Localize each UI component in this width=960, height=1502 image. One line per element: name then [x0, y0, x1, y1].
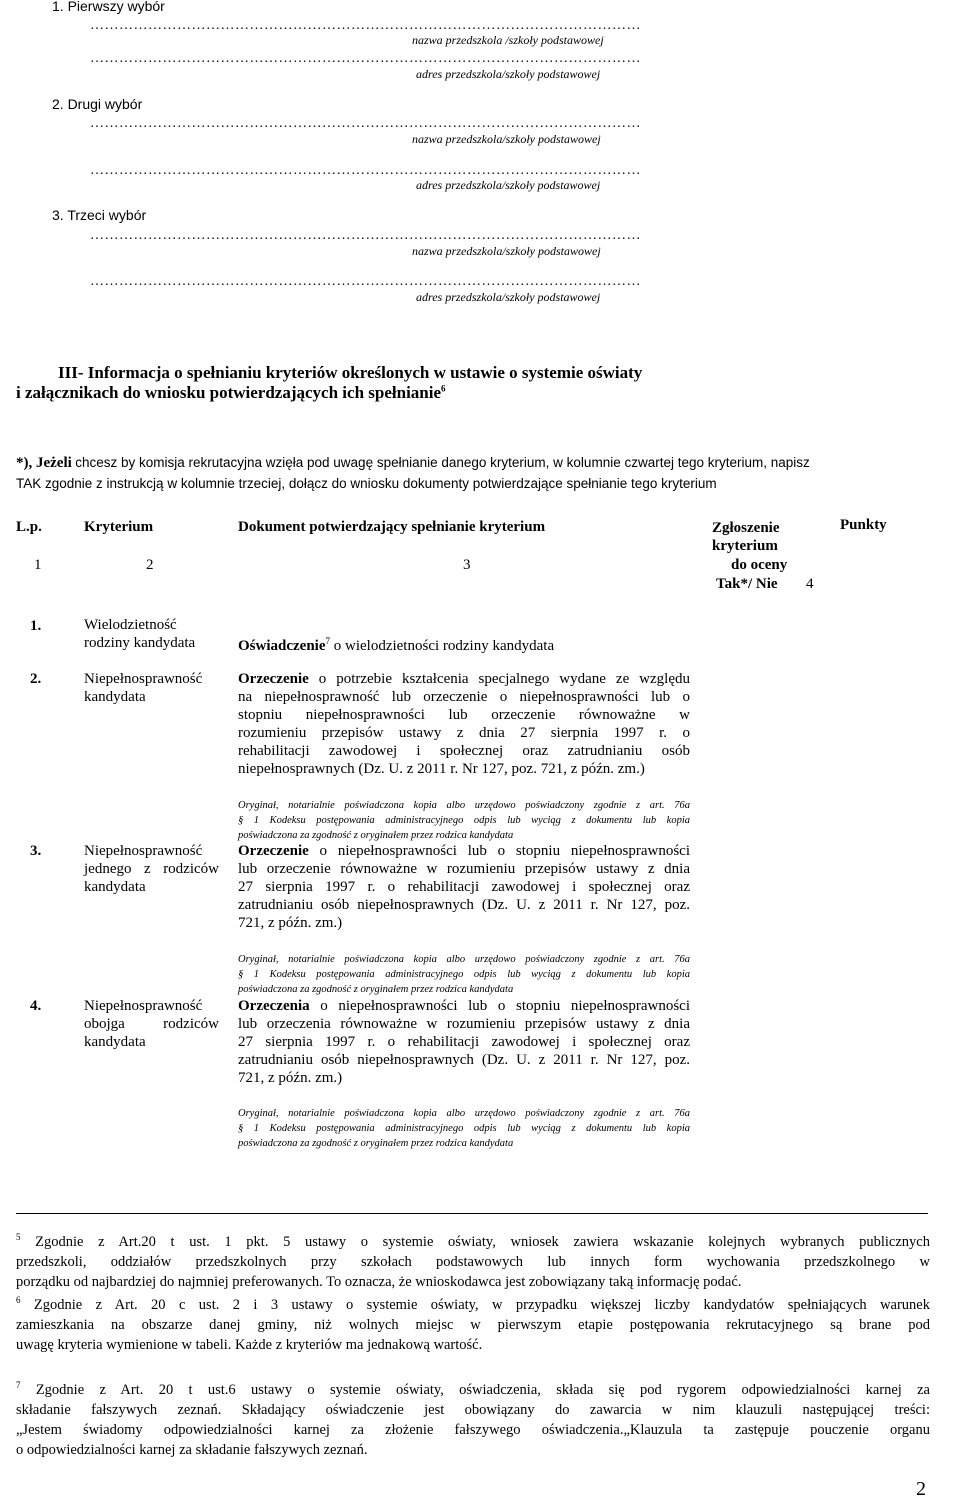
footnote-5-line: przedszkoli, oddziałów przedszkolnych przy szkołach podstawowych lub innych form wychowania przedszkolnego w [16, 1253, 930, 1270]
header-zgloszenie-1: Zgłoszenie [712, 520, 780, 536]
footnote-7-line [16, 1375, 930, 1400]
footnote-ref-6: 6 [441, 383, 446, 394]
table-row-2-number: 2. [30, 671, 42, 687]
choice-3-name-line: …………………………………………………………………………………………………… [90, 228, 641, 243]
section-title-text: i załącznikach do wniosku potwierdzających ich spełnianie [16, 383, 442, 402]
section-title-line2 [16, 383, 446, 403]
choice-1-address-caption: adres przedszkola/szkoły podstawowej [416, 67, 601, 81]
footnote-6-line [16, 1290, 930, 1315]
table-row-2-criterion-line2: kandydata [84, 689, 146, 705]
column-number-4: 4 [806, 576, 814, 592]
instructions-prefix: *), Jeżeli [16, 455, 72, 471]
row-4-criterion-line: kandydata [84, 1034, 146, 1050]
footnote-5-number: 5 [16, 1232, 21, 1242]
header-kryterium: Kryterium [84, 519, 154, 535]
instructions-line2: TAK zgodnie z instrukcją w kolumnie trzeciej, dołącz do wniosku dokumenty potwierdzające spełnianie tego kryterium [16, 476, 717, 491]
row-3-doc-title: Orzeczenie [238, 843, 309, 859]
column-number-1: 1 [34, 557, 42, 573]
choice-1-label: 1. Pierwszy wybór [52, 0, 165, 14]
note-line: Oryginał, notarialnie poświadczona kopia albo urzędowo poświadczony zgodnie z art. 76a [238, 1108, 690, 1119]
row-2-doc-line: rozumieniu przepisów ustawy z dnia 27 sierpnia 1997 r. o [238, 725, 690, 741]
header-zgloszenie-4: Tak*/ Nie [716, 576, 778, 592]
row-4-doc-line [238, 997, 690, 1015]
row-3-doc-line: 27 sierpnia 1997 r. o rehabilitacji zawodowej i społecznej oraz [238, 879, 690, 895]
choice-2-label: 2. Drugi wybór [52, 96, 143, 112]
note-line: Oryginał, notarialnie poświadczona kopia albo urzędowo poświadczony zgodnie z art. 76a [238, 800, 690, 811]
choice-2-name-caption: nazwa przedszkola/szkoły podstawowej [412, 132, 601, 146]
footnote-7-line: o odpowiedzialności karnej za składanie fałszywych zeznań. [16, 1441, 368, 1458]
row-2-doc-line: niepełnosprawnych (Dz. U. z 2011 r. Nr 127, poz. 721, z późn. zm.) [238, 761, 645, 777]
footnote-5-text: Zgodnie z Art.20 t ust. 1 pkt. 5 ustawy o systemie oświaty, wniosek zawiera wskazanie kolejnych wybranych publicznych [20, 1233, 930, 1250]
footnote-6-number: 6 [16, 1295, 21, 1305]
header-zgloszenie-2: kryterium [712, 538, 778, 554]
section-title-line1: III- Informacja o spełnianiu kryteriów określonych w ustawie o systemie oświaty [58, 363, 643, 382]
table-row-3-document [238, 842, 690, 932]
choice-2-address-caption: adres przedszkola/szkoły podstawowej [416, 178, 601, 192]
column-number-2: 2 [146, 557, 154, 573]
note-line: § 1 Kodeksu postępowania administracyjnego odpis lub wyciąg z dokumentu lub kopia [238, 815, 690, 826]
table-row-1-document [238, 632, 554, 655]
row-4-criterion-line: Niepełnosprawność [84, 998, 203, 1014]
row-2-doc-line: na niepełnosprawność lub orzeczenie o niepełnosprawności lub o [238, 689, 690, 705]
table-row-2-criterion-line1: Niepełnosprawność [84, 671, 203, 687]
row-4-doc-line: zatrudnianiu osób niepełnosprawnych (Dz. U. z 2011 r. Nr 127, poz. [238, 1052, 690, 1068]
table-row-2-note [238, 798, 690, 843]
note-line: poświadczona za zgodność z oryginałem przez rodzica kandydata [238, 830, 514, 841]
table-row-1-criterion-line2: rodziny kandydata [84, 635, 196, 651]
table-row-3-note [238, 952, 690, 997]
header-dokument: Dokument potwierdzający spełnianie kryterium [238, 519, 546, 535]
note-line: poświadczona za zgodność z oryginałem przez rodzica kandydata [238, 984, 514, 995]
note-line: § 1 Kodeksu postępowania administracyjnego odpis lub wyciąg z dokumentu lub kopia [238, 1123, 690, 1134]
choice-1-name-caption: nazwa przedszkola /szkoły podstawowej [412, 33, 604, 47]
footnote-6-text: Zgodnie z Art. 20 c ust. 2 i 3 ustawy o systemie oświaty, w przypadku większej liczby kandydatów spełniających warunek [20, 1296, 930, 1313]
table-row-2-document [238, 670, 690, 778]
footnote-7-line: „Jestem świadomy odpowiedzialności karnej za złożenie fałszywego oświadczenia.„Klauzula ta zastępuje pouczenie organu [16, 1421, 930, 1438]
header-lp: L.p. [16, 519, 42, 535]
note-line: Oryginał, notarialnie poświadczona kopia albo urzędowo poświadczony zgodnie z art. 76a [238, 954, 690, 965]
row-3-doc-line [238, 842, 690, 860]
row-3-doc-text: o niepełnosprawności lub o stopniu niepełnosprawności [308, 843, 690, 859]
row-2-doc-title: Orzeczenie [238, 671, 309, 687]
instructions-line1 [16, 455, 944, 472]
row-4-doc-title: Orzeczenia [238, 998, 310, 1014]
note-line: poświadczona za zgodność z oryginałem przez rodzica kandydata [238, 1138, 514, 1149]
row-3-criterion-line: kandydata [84, 879, 146, 895]
row-2-doc-line: rehabilitacji zawodowej i społecznej oraz zatrudnianiu osób [238, 743, 690, 759]
footnote-6 [16, 1290, 930, 1355]
choice-3-label: 3. Trzeci wybór [52, 207, 147, 223]
page-number: 2 [916, 1478, 926, 1500]
row-4-doc-line: 721, z późn. zm.) [238, 1070, 343, 1086]
footnote-7-text: Zgodnie z Art. 20 t ust.6 ustawy o systemie oświaty, oświadczenia, składa się pod rygorem odpowiedzialności karnej za [20, 1381, 930, 1398]
table-row-4-criterion [84, 997, 219, 1051]
row-1-doc-text: o wielodzietności rodziny kandydata [330, 638, 555, 654]
instructions-text1: chcesz by komisja rekrutacyjna wzięła pod uwagę spełnianie danego kryterium, w kolumnie czwartej tego kryterium, napisz [75, 455, 810, 470]
row-2-doc-text: o potrzebie kształcenia specjalnego wydane ze względu [308, 671, 690, 687]
footnote-7-line: składanie fałszywych zeznań. Składający oświadczenie jest obowiązany do zawarcia w nim klauzuli następującej treści: [16, 1401, 930, 1418]
header-zgloszenie-3: do oceny [731, 557, 788, 573]
footnote-6-line: uwagę kryteria wymienione w tabeli. Każde z kryteriów ma jednakową wartość. [16, 1336, 483, 1353]
table-row-3-criterion [84, 842, 219, 896]
table-row-4-note [238, 1106, 690, 1151]
table-row-4-document [238, 997, 690, 1087]
choice-2-name-line: …………………………………………………………………………………………………… [90, 116, 641, 131]
choice-2-address-line: …………………………………………………………………………………………………… [90, 163, 641, 178]
row-2-doc-line [238, 670, 690, 688]
row-2-doc-line: stopniu niepełnosprawności lub orzeczenie równoważne w [238, 707, 690, 723]
choice-3-address-caption: adres przedszkola/szkoły podstawowej [416, 290, 601, 304]
row-1-doc-title: Oświadczenie [238, 638, 326, 654]
row-3-doc-line: 721, z późn. zm.) [238, 915, 343, 931]
row-4-doc-line: lub orzeczenia równoważne w rozumieniu przepisów ustawy z dnia [238, 1016, 690, 1032]
footnote-7-number: 7 [16, 1380, 21, 1390]
choice-1-address-line: …………………………………………………………………………………………………… [90, 51, 641, 66]
row-4-doc-text: o niepełnosprawności lub o stopniu niepełnosprawności [309, 998, 690, 1014]
row-3-doc-line: lub orzeczenie równoważne w rozumieniu przepisów ustawy z dnia [238, 861, 690, 877]
note-line: § 1 Kodeksu postępowania administracyjnego odpis lub wyciąg z dokumentu lub kopia [238, 969, 690, 980]
table-row-4-number: 4. [30, 998, 42, 1014]
choice-3-name-caption: nazwa przedszkola/szkoły podstawowej [412, 244, 601, 258]
row-3-doc-line: zatrudnianiu osób niepełnosprawnych (Dz. U. z 2011 r. Nr 127, poz. [238, 897, 690, 913]
footnote-ref-7: 7 [325, 636, 330, 646]
footnote-5-line [16, 1227, 930, 1252]
footnote-5-line: porządku od najbardziej do najmniej preferowanych. To oznacza, że wnioskodawca jest zobowiązany taką informację podać. [16, 1273, 742, 1290]
choice-1-name-line: …………………………………………………………………………………………………… [90, 18, 641, 33]
row-4-doc-line: 27 sierpnia 1997 r. o rehabilitacji zawodowej i społecznej oraz [238, 1034, 690, 1050]
footnote-6-line: zamieszkania na obszarze danej gminy, niż wolnych miejsc w pierwszym etapie postępowania rekrutacyjnego są brane pod [16, 1316, 930, 1333]
footnote-5 [16, 1227, 930, 1292]
table-row-3-number: 3. [30, 843, 42, 859]
row-3-criterion-line: Niepełnosprawność [84, 843, 203, 859]
choice-3-address-line: …………………………………………………………………………………………………… [90, 274, 641, 289]
table-row-1-number: 1. [30, 618, 42, 634]
header-punkty: Punkty [840, 517, 887, 533]
table-row-1-criterion-line1: Wielodzietność [84, 617, 177, 633]
footnote-separator [16, 1213, 928, 1214]
column-number-3: 3 [463, 557, 471, 573]
footnote-7 [16, 1375, 930, 1460]
row-4-criterion-line: obojga rodziców [84, 1016, 219, 1032]
row-3-criterion-line: jednego z rodziców [84, 861, 219, 877]
